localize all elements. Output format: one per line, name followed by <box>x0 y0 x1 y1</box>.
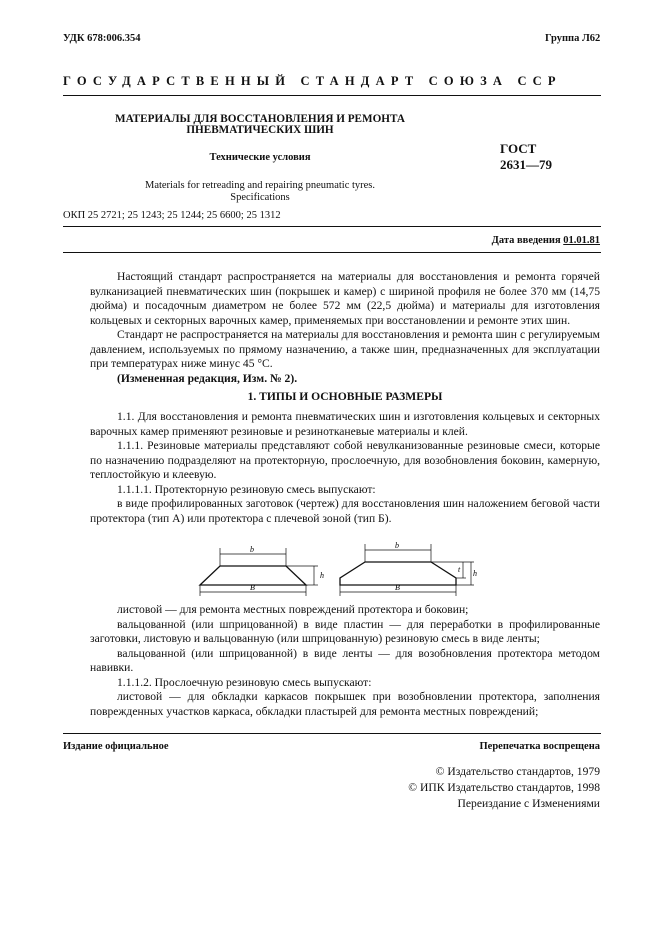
rolled-plates-paragraph: вальцованной (или шприцованной) в виде пластин — для переработки в профилированные заготовки, листовую и вальцованную (или шприцованную) резиновую смесь в виде ленты; <box>90 617 600 645</box>
clause-1-1-1-1: 1.1.1.1. Протекторную резиновую смесь выпускают: <box>117 482 376 496</box>
clause-1-1-1: 1.1.1. Резиновые материалы представляют собой невулканизованные резиновые смеси, которые по назначению подразделяют на протекторную, прослоечную, для возобновления боковин, камерную, теплостойкую и клеевую. <box>90 439 600 481</box>
dimension-B-label-a: B <box>250 583 255 592</box>
footer-divider <box>63 733 601 734</box>
group-code: Группа Л62 <box>545 33 601 44</box>
interlayer-sheet-paragraph: листовой — для обкладки каркасов покрышек при возобновлении протектора, заполнения поврежденных участков каркаса, обкладки пластырей для ремонта местных повреждений; <box>90 690 600 718</box>
section-1-block <box>90 410 600 526</box>
clause-1-1-1-2: 1.1.1.2. Прослоечную резиновую смесь выпускают: <box>117 675 372 689</box>
english-title-line1: Materials for retreading and repairing pneumatic tyres. <box>144 180 376 191</box>
amendment-note: (Измененная редакция, Изм. № 2). <box>117 371 298 385</box>
intro-date-label: Дата введения <box>491 235 564 246</box>
reissue-note: Переиздание с Изменениями <box>457 797 600 810</box>
dimension-t-label-b: t <box>458 565 461 574</box>
sheet-paragraph: листовой — для ремонта местных повреждений протектора и боковин; <box>117 603 469 616</box>
intro-date-value: 01.01.81 <box>563 235 600 246</box>
rolled-tape-paragraph: вальцованной (или шприцованной) в виде ленты — для возобновления протектора методом навивки. <box>90 646 600 674</box>
dimension-h-label-a: h <box>320 571 324 580</box>
date-divider <box>63 252 601 253</box>
intro-block <box>90 270 600 386</box>
shaped-blanks-paragraph: в виде профилированных заготовок (чертеж) для восстановления шин наложением беговой части протектора (тип А) или протектора с плечевой зоной (тип Б). <box>90 497 600 525</box>
intro-paragraph-2: Стандарт не распространяется на материалы для восстановления и ремонта шин с регулируемым давлением, используемых по прямому назначению, а также шин, предназначенных для эксплуатации при температурах ниже минус 45 °С. <box>90 328 600 370</box>
clause-1-1: 1.1. Для восстановления и ремонта пневматических шин и изготовления кольцевых и секторных варочных камер применяют резиновые и резинотканевые материалы и клей. <box>90 410 600 438</box>
intro-paragraph-1: Настоящий стандарт распространяется на материалы для восстановления и ремонта горячей вулканизацией пневматических шин (покрышек и камер) с шириной профиля не более 370 мм (14,75 дюйма) и посадочным диаметром не более 572 мм (22,5 дюйма) и материалы для изготовления кольцевых и секторных варочных камер, применяемых при восстановлении и ремонте этих шин. <box>90 270 600 327</box>
okp-divider <box>63 226 601 227</box>
section-1-heading: 1. ТИПЫ И ОСНОВНЫЕ РАЗМЕРЫ <box>247 390 443 403</box>
english-title-line2: Specifications <box>230 192 290 203</box>
profile-drawing <box>190 538 480 600</box>
dimension-b-label-b: b <box>395 541 399 550</box>
document-title-line2: ПНЕВМАТИЧЕСКИХ ШИН <box>186 124 334 136</box>
dimension-b-label-a: b <box>250 545 254 554</box>
state-standard-banner: ГОСУДАРСТВЕННЫЙ СТАНДАРТ СОЮЗА ССР <box>63 74 562 88</box>
udk-code: УДК 678:006.354 <box>63 33 141 44</box>
copyright-1979: © Издательство стандартов, 1979 <box>435 765 600 778</box>
dimension-h-label-b: h <box>473 569 477 578</box>
dimension-B-label-b: B <box>395 583 400 592</box>
intro-date <box>480 235 600 246</box>
header-divider <box>63 95 601 96</box>
gost-label: ГОСТ <box>500 141 537 156</box>
profile-type-a <box>200 548 318 596</box>
document-title-line1: МАТЕРИАЛЫ ДЛЯ ВОССТАНОВЛЕНИЯ И РЕМОНТА <box>115 113 405 125</box>
document-subtitle: Технические условия <box>209 152 311 163</box>
official-edition: Издание официальное <box>63 741 169 752</box>
profile-type-b <box>340 544 474 596</box>
okp-codes: ОКП 25 2721; 25 1243; 25 1244; 25 6600; 25 1312 <box>63 210 281 221</box>
reprint-prohibited: Перепечатка воспрещена <box>479 741 600 752</box>
section-1-block-2 <box>90 603 600 719</box>
gost-number: 2631—79 <box>500 157 552 172</box>
copyright-1998: © ИПК Издательство стандартов, 1998 <box>408 781 600 794</box>
